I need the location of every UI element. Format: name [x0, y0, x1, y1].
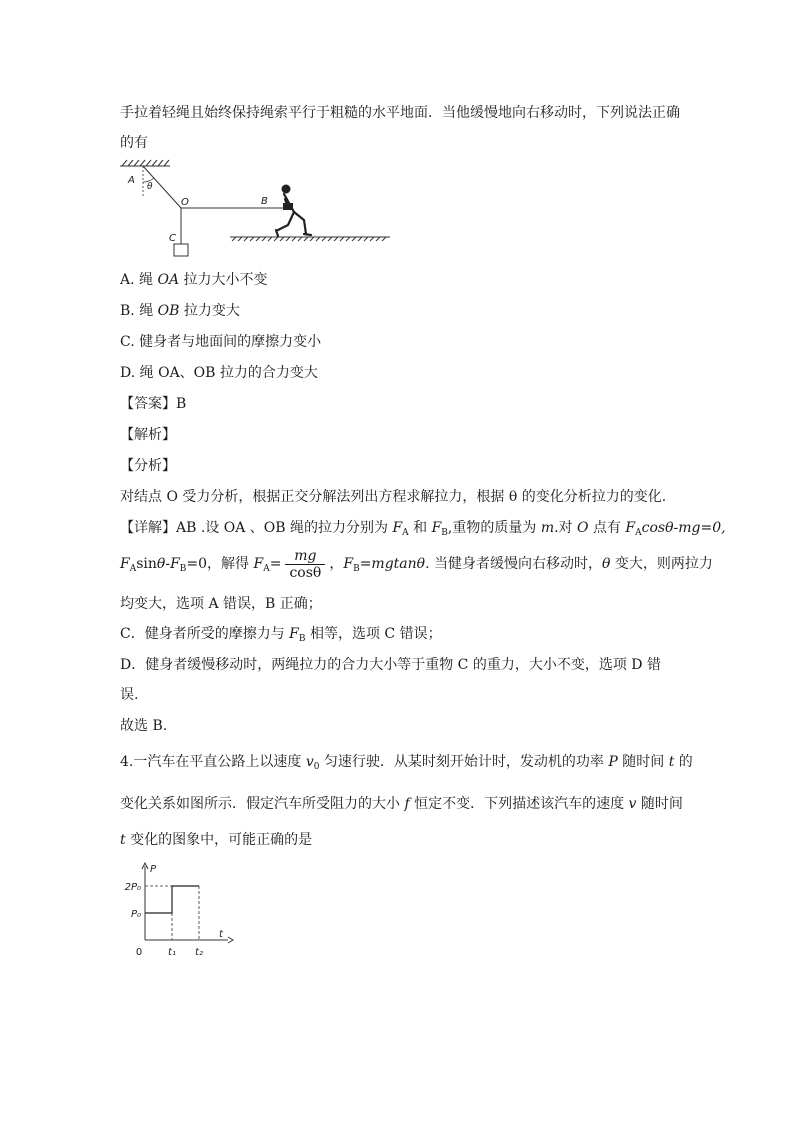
detail-line1: 【详解】AB .设 OA 、OB 绳的拉力分别为 $F_A$ 和 $F_B$,重物的质量为 m.对 O 点有 $F_A\cos\theta-mg=0$, [120, 520, 726, 538]
detail-line2: $F_A\sin\theta-F_B=0$，解得 $F_A=$ $\frac{mg}{\cos\theta}$ ，$F_B=mgtan\theta$. 当健身者缓慢向右移动时，θ 变大，则两拉力 [120, 547, 713, 581]
jiexi-heading: 【解析】 [120, 427, 176, 443]
detail-line5: D．健身者缓慢移动时，两绳拉力的合力大小等于重物 C 的重力，大小不变，选项 D 错 [120, 657, 661, 673]
x-tick-t1: t₁ [168, 947, 176, 958]
label-O: O [181, 197, 189, 208]
q4-line2: 变化关系如图所示．假定汽车所受阻力的大小 f 恒定不变．下列描述该汽车的速度 v 随时间 [120, 796, 683, 812]
analysis-text: 对结点 O 受力分析，根据正交分解法列出方程求解拉力，根据 θ 的变化分析拉力的变化. [120, 489, 667, 505]
detail-line6: 误. [120, 687, 139, 703]
y-tick-p0: P₀ [130, 909, 141, 920]
x-axis-arrow [228, 937, 233, 943]
power-series-line [145, 886, 199, 913]
option-b: B. 绳 OB 拉力变大 [120, 303, 240, 319]
label-B: B [261, 196, 268, 207]
fenxi-heading: 【分析】 [120, 458, 176, 474]
label-C: C [169, 233, 176, 244]
label-A: A [128, 175, 135, 186]
q3-figure [118, 158, 393, 263]
answer: 【答案】B [120, 396, 187, 412]
detail-line7: 故选 B. [120, 718, 168, 734]
y-axis-label: P [150, 864, 157, 875]
x-tick-t2: t₂ [195, 947, 203, 958]
option-d: D. 绳 OA、OB 拉力的合力变大 [120, 365, 318, 381]
power-time-chart [115, 858, 235, 963]
q3-stem-line2: 的有 [120, 135, 148, 151]
ground [230, 237, 390, 241]
weight-C [174, 244, 188, 256]
detail-line4: C．健身者所受的摩擦力与 $F_B$ 相等，选项 C 错误； [120, 626, 442, 644]
detail-line3: 均变大，选项 A 错误，B 正确； [120, 596, 322, 612]
x-axis-label: t [219, 929, 223, 940]
q4-line3: t 变化的图象中，可能正确的是 [120, 832, 313, 848]
person-icon [276, 185, 311, 237]
option-c: C. 健身者与地面间的摩擦力变小 [120, 334, 322, 350]
q3-stem-line1: 手拉着轻绳且始终保持绳索平行于粗糙的水平地面．当他缓慢地向右移动时，下列说法正确 [120, 105, 680, 121]
q4-line1: 4.一汽车在平直公路上以速度 $v_0$ 匀速行驶．从某时刻开始计时，发动机的功率 P 随时间 t 的 [120, 754, 693, 772]
x-tick-0: 0 [135, 947, 143, 958]
y-tick-2p0: 2P₀ [124, 882, 141, 893]
ceiling [120, 160, 170, 166]
label-theta: θ [147, 182, 153, 192]
fraction-mg-cos: $\frac{mg}{\cos\theta}$ [285, 548, 325, 581]
option-a: A. 绳 OA 拉力大小不变 [120, 272, 268, 288]
